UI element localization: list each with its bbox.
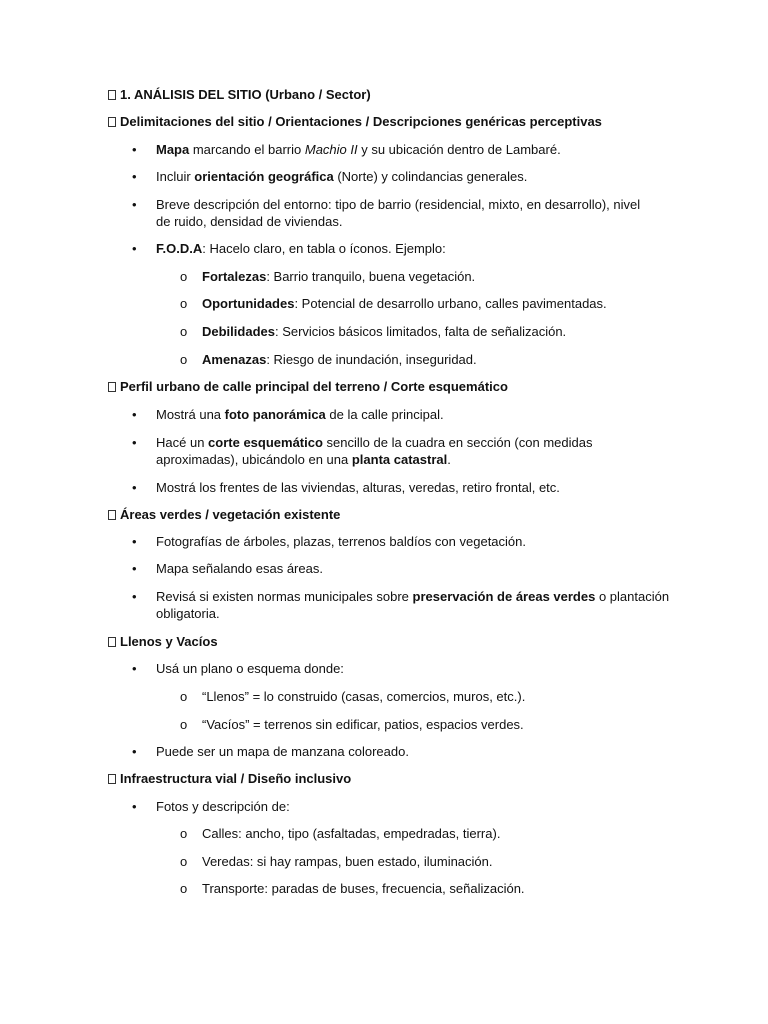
heading-text: Infraestructura vial / Diseño inclusivo <box>120 771 352 786</box>
missing-glyph-icon <box>108 382 116 392</box>
list-item <box>156 435 592 451</box>
sub-bullet-icon: o <box>180 881 188 896</box>
sub-bullet-icon: o <box>180 689 188 704</box>
text: Revisá si existen normas municipales sobre <box>156 589 413 604</box>
bold-text: foto panorámica <box>224 407 326 422</box>
text: marcando el barrio <box>189 142 305 157</box>
list-item <box>156 589 669 605</box>
list-item <box>156 142 561 158</box>
text: y su ubicación dentro de Lambaré. <box>357 142 561 157</box>
text: de la calle principal. <box>325 407 444 422</box>
section-heading <box>108 379 508 395</box>
section-heading <box>108 114 602 130</box>
missing-glyph-icon <box>108 90 116 100</box>
heading-text: Áreas verdes / vegetación existente <box>120 507 341 522</box>
text: : Potencial de desarrollo urbano, calles pavimentadas. <box>294 296 607 311</box>
heading-text: Delimitaciones del sitio / Orientaciones / Descripciones genéricas perceptivas <box>120 114 602 129</box>
text: Hacé un <box>156 435 209 450</box>
bullet-icon: • <box>132 561 137 576</box>
sub-list-item <box>202 352 477 368</box>
missing-glyph-icon <box>108 774 116 784</box>
sub-bullet-icon: o <box>180 826 188 841</box>
list-item-continuation <box>156 452 451 468</box>
sub-bullet-icon: o <box>180 854 188 869</box>
list-item <box>156 407 444 423</box>
bold-text: Oportunidades <box>202 296 295 311</box>
text: sencillo de la cuadra en sección (con medidas <box>322 435 593 450</box>
bullet-icon: • <box>132 744 137 759</box>
list-item <box>156 169 527 185</box>
text: o plantación <box>595 589 670 604</box>
bullet-icon: • <box>132 142 137 157</box>
bold-text: Amenazas <box>202 352 267 367</box>
text: : Servicios básicos limitados, falta de señalización. <box>274 324 567 339</box>
bullet-icon: • <box>132 169 137 184</box>
bold-text: corte esquemático <box>208 435 323 450</box>
sub-list-item: “Vacíos” = terrenos sin edificar, patios, espacios verdes. <box>202 717 524 732</box>
bold-text: preservación de áreas verdes <box>412 589 596 604</box>
text: aproximadas), ubicándolo en una <box>156 452 352 467</box>
sub-bullet-icon: o <box>180 269 188 284</box>
list-item-continuation: de ruido, densidad de viviendas. <box>156 214 343 229</box>
missing-glyph-icon <box>108 637 116 647</box>
text: : Riesgo de inundación, inseguridad. <box>266 352 477 367</box>
text: : Hacelo claro, en tabla o íconos. Ejemplo: <box>202 241 446 256</box>
sub-bullet-icon: o <box>180 324 188 339</box>
bullet-icon: • <box>132 197 137 212</box>
missing-glyph-icon <box>108 510 116 520</box>
bullet-icon: • <box>132 799 137 814</box>
section-heading <box>108 507 340 523</box>
sub-bullet-icon: o <box>180 717 188 732</box>
bold-text: Mapa <box>156 142 190 157</box>
sub-bullet-icon: o <box>180 352 188 367</box>
text: Incluir <box>156 169 195 184</box>
sub-list-item: Transporte: paradas de buses, frecuencia, señalización. <box>202 881 525 896</box>
list-item <box>156 241 446 257</box>
bullet-icon: • <box>132 589 137 604</box>
heading-text: 1. ANÁLISIS DEL SITIO (Urbano / Sector) <box>120 87 371 102</box>
list-item: Fotografías de árboles, plazas, terrenos baldíos con vegetación. <box>156 534 526 549</box>
bold-text: Fortalezas <box>202 269 267 284</box>
sub-list-item <box>202 269 475 285</box>
section-heading <box>108 771 351 787</box>
sub-bullet-icon: o <box>180 296 188 311</box>
list-item: Usá un plano o esquema donde: <box>156 661 344 676</box>
bold-text: orientación geográfica <box>194 169 334 184</box>
list-item-continuation: obligatoria. <box>156 606 220 621</box>
text: : Barrio tranquilo, buena vegetación. <box>266 269 476 284</box>
list-item: Mostrá los frentes de las viviendas, alturas, veredas, retiro frontal, etc. <box>156 480 560 495</box>
bullet-icon: • <box>132 407 137 422</box>
heading-text: Llenos y Vacíos <box>120 634 218 649</box>
text: . <box>447 452 451 467</box>
list-item: Mapa señalando esas áreas. <box>156 561 323 576</box>
bullet-icon: • <box>132 241 137 256</box>
italic-text: Machio II <box>304 142 358 157</box>
bullet-icon: • <box>132 661 137 676</box>
bullet-icon: • <box>132 435 137 450</box>
sub-list-item <box>202 296 607 312</box>
sub-list-item: Veredas: si hay rampas, buen estado, iluminación. <box>202 854 493 869</box>
missing-glyph-icon <box>108 117 116 127</box>
bullet-icon: • <box>132 480 137 495</box>
bold-text: planta catastral <box>351 452 448 467</box>
list-item: Puede ser un mapa de manzana coloreado. <box>156 744 409 759</box>
text: (Norte) y colindancias generales. <box>333 169 528 184</box>
text: Mostrá una <box>156 407 225 422</box>
bold-text: F.O.D.A <box>156 241 203 256</box>
sub-list-item: “Llenos” = lo construido (casas, comercios, muros, etc.). <box>202 689 526 704</box>
section-heading <box>108 634 218 650</box>
heading-text: Perfil urbano de calle principal del terreno / Corte esquemático <box>120 379 508 394</box>
list-item: Breve descripción del entorno: tipo de barrio (residencial, mixto, en desarrollo), nivel <box>156 197 641 212</box>
bullet-icon: • <box>132 534 137 549</box>
sub-list-item: Calles: ancho, tipo (asfaltadas, empedradas, tierra). <box>202 826 501 841</box>
section-heading <box>108 87 371 103</box>
bold-text: Debilidades <box>202 324 275 339</box>
sub-list-item <box>202 324 566 340</box>
list-item: Fotos y descripción de: <box>156 799 290 814</box>
